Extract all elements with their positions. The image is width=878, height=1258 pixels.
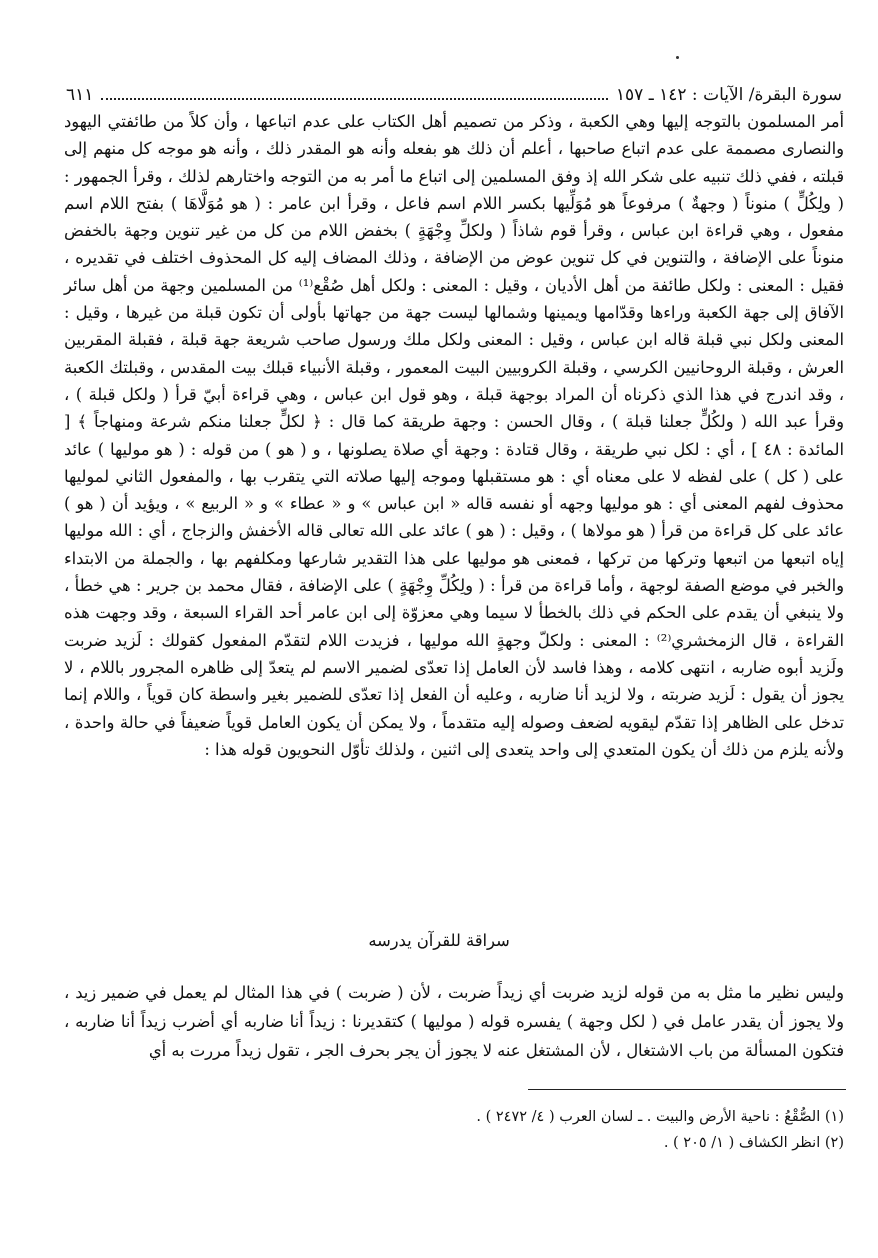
page-speck [676, 56, 679, 59]
footnotes [64, 1104, 844, 1156]
poem-line: سراقة للقرآن يدرسه [368, 931, 510, 950]
footnote-1: (١) الصُّقْعُ : ناحية الأرض والبيت . ـ لسان العرب ( ٤/ ٢٤٧٢ ) . [476, 1109, 844, 1125]
dotted-leader [101, 98, 608, 100]
main-text [64, 108, 844, 763]
body-paragraph: أمر المسلمون بالتوجه إليها وهي الكعبة ، وذكر من تصميم أهل الكتاب على عدم اتباعها ، وأن كلاً من طائفتي اليهود والنصارى مصممة على عدم اتباع صاحبها ، أعلم أن ذلك هو بفعله وأنه هو المقدر ذلك ، وأنه هو موجه كل منهم إلى قبلته ، ففي ذلك تنبيه على شكر الله إذ وفق المسلمين إلى اتباع ما أمر به من التوجه واختارهم لذلك ، وقرأ الجمهور : ( ولِكُلٍّ ) منوناً ( وجهةٌ ) مرفوعاً هو مُوَلِّيها بكسر اللام اسم فاعل ، وقرأ ابن عامر : ( هو مُوَلَّاهَا ) بفتح اللام اسم مفعول ، وهي قراءة ابن عباس ، وقرأ قوم شاذاً ( ولكلِّ وِجْهَةٍ ) بخفض اللام من كل من غير تنوين وجهة بالخفض منوناً على الإضافة ، والتنوين في كل تنوين عوض من الإضافة ، وذلك المضاف إليه كل المحذوف اختلف في تقديره ، فقيل : المعنى : ولكل طائفة من أهل الأديان ، وقيل : المعنى : ولكل أهل صُقْع⁽¹⁾ من المسلمين وجهة من أهل سائر الآفاق إلى جهة الكعبة وراءها وقدّامها ويمينها وشمالها ليست جهة من جهاتها بأولى أن تكون قبلة من غيرها ، وقيل : المعنى ولكل نبي قبلة قاله ابن عباس ، وقيل : المعنى ولكل ملك ورسول صاحب شريعة جهة قبلة ، فقبلة المقربين العرش ، وقبلة الروحانيين الكرسي ، وقبلة الكروبيين البيت المعمور ، وقبلة الأنبياء قبلك بيت المقدس ، وقبلتك الكعبة ، وقد اندرج في هذا الذي ذكرناه أن المراد بوجهة قبلة ، وهو قول ابن عباس ، وهي قراءة أبيّ قرأ ( ولكل قبلة ) ، وقرأ عبد الله ( ولكُلٍّ جعلنا قبلة ) ، وقال الحسن : وجهة طريقة كما قال : ﴿ لكلٍّ جعلنا منكم شرعة ومنهاجاً ﴾ [ المائدة : ٤٨ ] ، أي : لكل نبي طريقة ، وقال قتادة : وجهة أي صلاة يصلونها ، و ( هو ) من قوله : ( هو موليها ) عائد على ( كل ) على لفظه لا على معناه أي : هو مستقبلها وموجه إليها صلاته التي يتقرب بها ، والمفعول الثاني لموليها محذوف لفهم المعنى أي : هو موليها وجهه أو نفسه قاله « ابن عباس » و « عطاء » و « الربيع » ، ويؤيد أن ( هو ) عائد على كل قراءة من قرأ ( هو مولاها ) ، وقيل : ( هو ) عائد على الله تعالى قاله الأخفش والزجاج ، أي : الله موليها إياه اتبعها من اتبعها وتركها من تركها ، فمعنى هو موليها على هذا التقدير شارعها ومكلفهم بها ، والجملة من الابتداء والخبر في موضع الصفة لوجهة ، وأما قراءة من قرأ : ( ولِكُلِّ وِجْهَةٍ ) على الإضافة ، فقال محمد بن جرير : هي خطأ ، ولا ينبغي أن يقدم على الحكم في ذلك بالخطأ لا سيما وهي معزوّة إلى ابن عامر أحد القراء السبعة ، وقد وجهت هذه القراءة ، قال الزمخشري⁽²⁾ : المعنى : ولكلّ وجهةٍ الله موليها ، فزيدت اللام لتقدّم المفعول كقولك : لَزيد ضربت ولَزيد أبوه ضاربه ، انتهى كلامه ، وهذا فاسد لأن العامل إذا تعدّى لضمير الاسم لم يتعدّ إلى ظاهره المجرور باللام ، لا يجوز أن يقول : لَزيد ضربته ، ولا لزيد أنا ضاربه ، وعليه أن الفعل إذا تعدّى للضمير بغير واسطة كان قوياً ، واللام إنما تدخل على الظاهر إذا تقدّم ليقويه لضعف وصوله إليه متقدماً ، ولا يمكن أن يكون العامل قوياً ضعيفاً في حالة واحدة ، ولأنه يلزم من ذلك أن يكون المتعدي إلى واحد يتعدى إلى اثنين ، ولذلك تأوّل النحويون قوله هذا : [64, 112, 844, 759]
body-paragraph-2: وليس نظير ما مثل به من قوله لزيد ضربت أي زيداً ضربت ، لأن ( ضربت ) في هذا المثال لم يعمل في ضمير زيد ، ولا يجوز أن يقدر عامل في ( لكل وجهة ) يفسره قوله ( موليها ) كتقديرنا : زيداً أنا ضاربه أي أضرب زيداً أنا ضاربه ، فتكون المسألة من باب الاشتغال ، لأن المشتغل عنه لا يجوز أن يجر بحرف الجر ، تقول زيداً مررت به أي [64, 983, 844, 1060]
running-header [66, 80, 842, 106]
page-number: ٦١١ [66, 85, 94, 105]
footnote-2: (٢) انظر الكشاف ( ١/ ٢٠٥ ) . [663, 1135, 844, 1151]
main-text-continued [64, 978, 844, 1065]
footnote-separator [528, 1089, 846, 1090]
header-title: سورة البقرة/ الآيات : ١٤٢ ـ ١٥٧ [615, 85, 842, 105]
